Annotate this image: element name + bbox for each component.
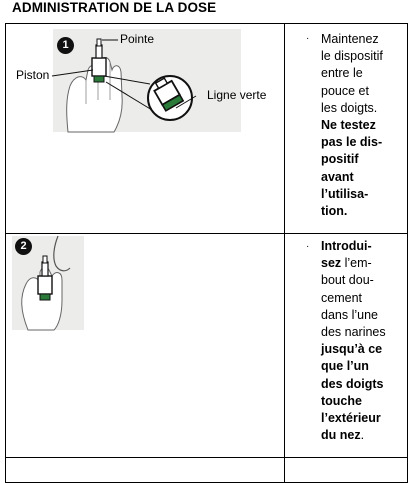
instruction-line: [321, 255, 401, 272]
instruction-fragment: Introdui-: [321, 239, 372, 253]
instruction-fragment: touche: [321, 393, 362, 408]
bullet-marker: ·: [306, 241, 310, 252]
instruction-line: [321, 307, 401, 324]
instruction-fragment: sez: [321, 256, 342, 271]
instruction-fragment: .: [360, 428, 365, 443]
green-line-label: Ligne verte: [207, 88, 267, 102]
instruction-fragment: jusqu’à ce: [321, 342, 383, 357]
instruction-line: [321, 324, 401, 341]
instruction-line: [321, 290, 401, 307]
instruction-line: [321, 341, 401, 358]
instruction-fragment: les doigts.: [321, 100, 378, 115]
instruction-fragment: positif: [321, 152, 359, 167]
step-number-badge: 2: [15, 238, 32, 255]
instruction-fragment: cement: [321, 290, 362, 305]
instruction-line: [321, 393, 401, 410]
instruction-fragment: Maintenez: [321, 32, 379, 46]
instruction-line: [321, 272, 401, 289]
instruction-fragment: des doigts: [321, 376, 384, 391]
instruction-fragment: tion.: [321, 204, 348, 219]
instruction-fragment: bout dou-: [321, 273, 374, 288]
instruction-fragment: avant: [321, 169, 354, 184]
plunger-label: Piston: [16, 68, 50, 82]
instruction-line: [321, 410, 401, 427]
bullet-marker: ·: [306, 33, 310, 44]
instruction-fragment: pas le dis-: [321, 135, 383, 150]
instruction-fragment: l’utilisa-: [321, 186, 369, 201]
instruction-fragment: dans l’une: [321, 307, 378, 322]
instruction-fragment: que l’un: [321, 359, 369, 374]
instruction-line: [321, 427, 401, 444]
page-title: ADMINISTRATION DE LA DOSE: [12, 0, 217, 15]
instruction-fragment: entre le: [321, 66, 363, 81]
instruction-fragment: pouce et: [321, 83, 369, 98]
instruction-fragment: le dispositif: [321, 49, 383, 64]
instruction-line: [321, 238, 401, 255]
instruction-fragment: des narines: [321, 325, 386, 340]
instruction-line: [321, 376, 401, 393]
instruction-fragment: l’extérieur: [321, 411, 381, 426]
instruction-line: [321, 358, 401, 375]
step-2-instructions: [321, 238, 401, 444]
tip-label: Pointe: [120, 32, 155, 46]
instruction-fragment: du nez: [321, 428, 361, 443]
step-number-badge: 1: [57, 37, 74, 54]
instruction-fragment: l’em-: [341, 256, 372, 271]
instruction-fragment: Ne testez: [321, 118, 376, 133]
